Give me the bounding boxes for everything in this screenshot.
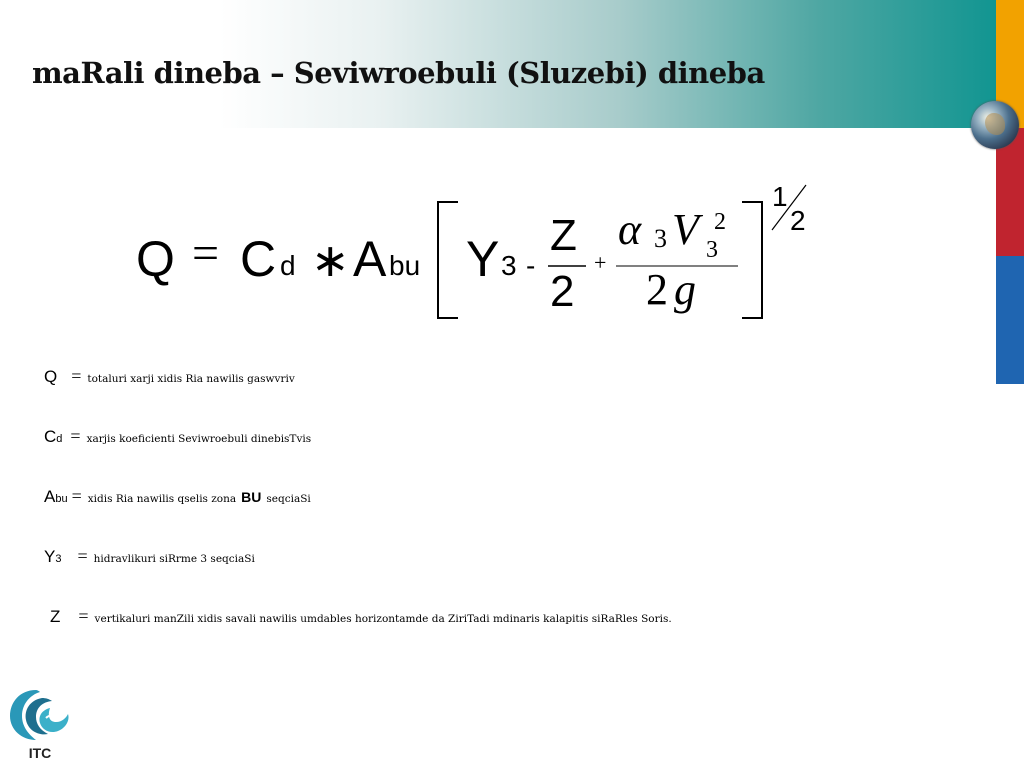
definition-row-cd bbox=[44, 426, 311, 447]
definition-subscript: bu bbox=[55, 493, 68, 505]
definition-equals: = bbox=[77, 546, 88, 566]
definition-subscript: d bbox=[56, 433, 63, 445]
formula-times: ∗ bbox=[311, 235, 350, 286]
formula-exponent-denominator: 2 bbox=[790, 205, 806, 236]
definition-text: xarjis koeficienti Seviwroebuli dinebisTvis bbox=[86, 433, 312, 445]
slide-title: maRali dineba – Seviwroebuli (Sluzebi) dineba bbox=[32, 56, 765, 90]
definition-subscript: 3 bbox=[55, 553, 62, 565]
definition-text: totaluri xarji xidis Ria nawilis gaswvriv bbox=[87, 373, 295, 385]
formula-equals: = bbox=[192, 227, 220, 280]
formula-z-denominator: 2 bbox=[550, 267, 575, 316]
definition-symbol: Y bbox=[44, 547, 56, 566]
definition-text: hidravlikuri siRrme 3 seqciaSi bbox=[93, 553, 255, 565]
formula-brackets bbox=[0, 0, 1024, 340]
definition-bold-term: BU bbox=[241, 489, 262, 505]
formula-cd-base: C bbox=[240, 231, 277, 287]
formula-plus: + bbox=[594, 250, 607, 275]
itc-logo-icon bbox=[6, 684, 74, 762]
definition-equals: = bbox=[78, 606, 89, 626]
definition-symbol: Z bbox=[50, 607, 61, 626]
definition-symbol: A bbox=[44, 487, 56, 506]
formula-z-numerator: Z bbox=[550, 211, 577, 260]
formula-cd-sub: d bbox=[280, 250, 296, 281]
definition-text: vertikaluri manZili xidis savali nawilis umdables horizontamde da ZiriTadi mdinaris kalapitis siRaRles Soris. bbox=[94, 613, 672, 625]
definition-equals: = bbox=[71, 486, 82, 506]
formula-alpha-sub: 3 bbox=[654, 224, 667, 253]
definition-equals: = bbox=[70, 426, 81, 446]
formula bbox=[0, 0, 1024, 340]
formula-y-sub: 3 bbox=[501, 250, 517, 281]
formula-minus: - bbox=[526, 250, 536, 281]
definition-text: xidis Ria nawilis qselis zona bbox=[87, 493, 237, 505]
formula-v-sub: 3 bbox=[706, 237, 718, 263]
formula-2g-variable: g bbox=[674, 265, 696, 314]
formula-lhs: Q bbox=[136, 231, 175, 287]
formula-2g-number: 2 bbox=[646, 265, 668, 314]
formula-abu-base: A bbox=[353, 231, 387, 287]
definition-row-y3 bbox=[44, 546, 255, 567]
formula-v-base: V bbox=[672, 205, 699, 254]
formula-v-sup: 2 bbox=[714, 209, 726, 235]
definition-symbol: Q bbox=[44, 367, 58, 386]
definition-row-q bbox=[44, 366, 295, 387]
formula-y-base: Y bbox=[466, 231, 500, 287]
itc-logo-label: ITC bbox=[28, 745, 52, 761]
definition-row-z bbox=[50, 606, 672, 627]
formula-alpha: α bbox=[618, 205, 642, 254]
formula-abu-sub: bu bbox=[389, 250, 421, 281]
formula-exponent-numerator: 1 bbox=[772, 181, 788, 212]
definition-symbol: C bbox=[44, 427, 57, 446]
definition-equals: = bbox=[71, 366, 82, 386]
definition-row-abu bbox=[44, 486, 311, 507]
definition-text-after: seqciaSi bbox=[266, 493, 311, 505]
